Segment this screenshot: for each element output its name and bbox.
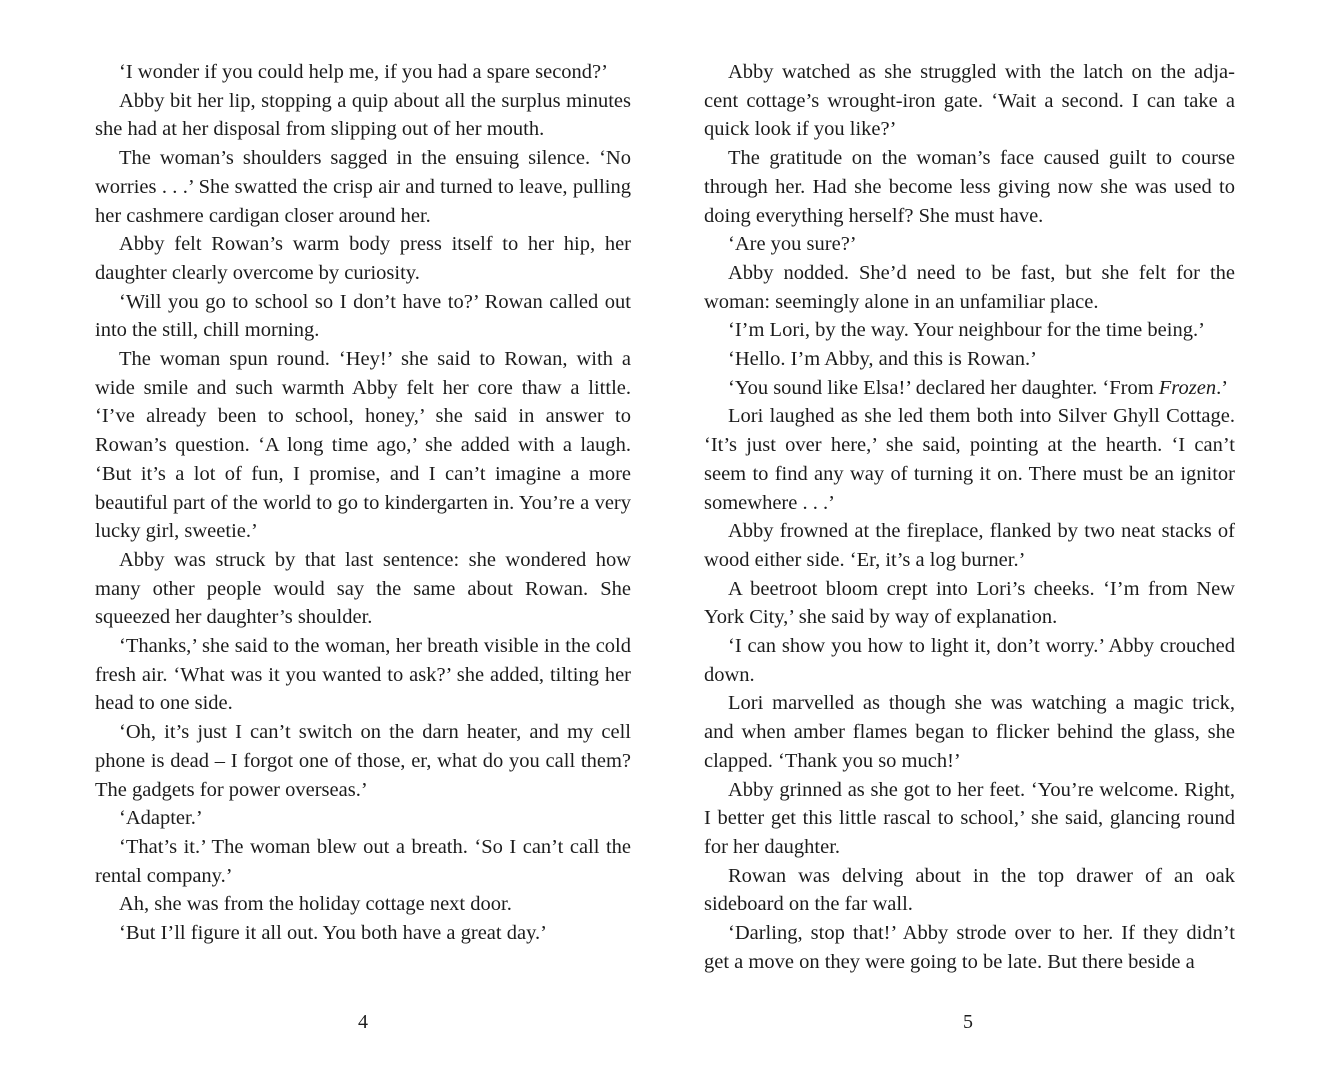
paragraph: The woman’s shoulders sagged in the ensuing silence. ‘No worries . . .’ She swatted the crisp air and turned to leave, pulling her cashmere cardigan closer around her. [95,147,631,227]
paragraph: Abby felt Rowan’s warm body press itself to her hip, her daughter clearly overcome by curiosity. [95,233,631,284]
paragraph-text: ‘You sound like Elsa!’ declared her daughter. ‘From [728,376,1159,399]
paragraph: ‘Adapter.’ [119,807,203,830]
left-page-text [95,58,631,948]
paragraph: ‘I can show you how to light it, don’t worry.’ Abby crouched down. [704,635,1235,686]
paragraph: Abby was struck by that last sentence: she wondered how many other people would say the same about Rowan. She squeezed her daughter’s shoulder. [95,548,631,629]
paragraph: Ah, she was from the holiday cottage next door. [119,893,512,916]
paragraph: ‘Hello. I’m Abby, and this is Rowan.’ [728,348,1037,371]
paragraph: Lori marvelled as though she was watching a magic trick, and when amber flames began to flicker behind the glass, she clapped. ‘Thank you so much!’ [704,692,1235,772]
paragraph: ‘I’m Lori, by the way. Your neighbour for the time being.’ [728,319,1205,342]
paragraph: Lori laughed as she led them both into Silver Ghyll Cottage. ‘It’s just over here,’ she said, pointing at the hearth. ‘I can’t seem to find any way of turning it on. There must be an ignitor somewhere . . .’ [704,405,1235,514]
paragraph: Rowan was delving about in the top drawer of an oak sideboard on the far wall. [704,864,1235,916]
paragraph: ‘That’s it.’ The woman blew out a breath. ‘So I can’t call the rental company.’ [95,835,631,887]
paragraph: Abby nodded. She’d need to be fast, but she felt for the woman: seemingly alone in an unfamiliar place. [704,261,1235,313]
italic-title: Frozen [1158,376,1217,399]
paragraph: ‘Will you go to school so I don’t have to?’ Rowan called out into the still, chill morning. [95,290,631,342]
paragraph: Abby grinned as she got to her feet. ‘You’re welcome. Right, I better get this little rascal to school,’ she said, glancing round for her daughter. [704,778,1235,858]
paragraph: ‘Thanks,’ she said to the woman, her breath visible in the cold fresh air. ‘What was it you wanted to ask?’ she added, tilting her head to one side. [95,635,631,715]
page-number-right: 5 [963,1011,973,1033]
page-number-left: 4 [358,1011,368,1033]
paragraph: ‘Oh, it’s just I can’t switch on the darn heater, and my cell phone is dead – I forgot one of those, er, what do you call them? The gadgets for power overseas.’ [95,721,631,801]
right-page-text [704,58,1235,977]
paragraph: ‘Are you sure?’ [728,233,857,256]
paragraph: A beetroot bloom crept into Lori’s cheeks. ‘I’m from New York City,’ she said by way of explanation. [704,577,1235,629]
paragraph: ‘Darling, stop that!’ Abby strode over to her. If they didn’t get a move on they were going to be late. But there beside a [704,922,1235,973]
paragraph: Abby frowned at the fireplace, flanked by two neat stacks of wood either side. ‘Er, it’s a log burner.’ [704,520,1235,571]
paragraph: ‘I wonder if you could help me, if you had a spare second?’ [119,61,608,83]
paragraph: Abby watched as she struggled with the latch on the adja- cent cottage’s wrought-iron gate. ‘Wait a second. I can take a quick look if you like?’ [704,61,1235,141]
paragraph: ‘But I’ll figure it all out. You both have a great day.’ [119,922,547,945]
paragraph: The gratitude on the woman’s face caused guilt to course through her. Had she become less giving now she was used to doing everything herself? She must have. [704,147,1235,227]
paragraph: Abby bit her lip, stopping a quip about all the surplus minutes she had at her disposal from slipping out of her mouth. [95,89,631,141]
paragraph [704,374,1235,403]
paragraph: The woman spun round. ‘Hey!’ she said to Rowan, with a wide smile and such warmth Abby felt her core thaw a little. ‘I’ve already been to school, honey,’ she said in answer to Rowan’s question. ‘A long time ago,’ she added with a laugh. ‘But it’s a lot of fun, I promise, and I can’t imagine a more beautiful part of the world to go to kindergarten in. You’re a very lucky girl, sweetie.’ [95,348,631,543]
paragraph-text: .’ [1216,376,1229,399]
